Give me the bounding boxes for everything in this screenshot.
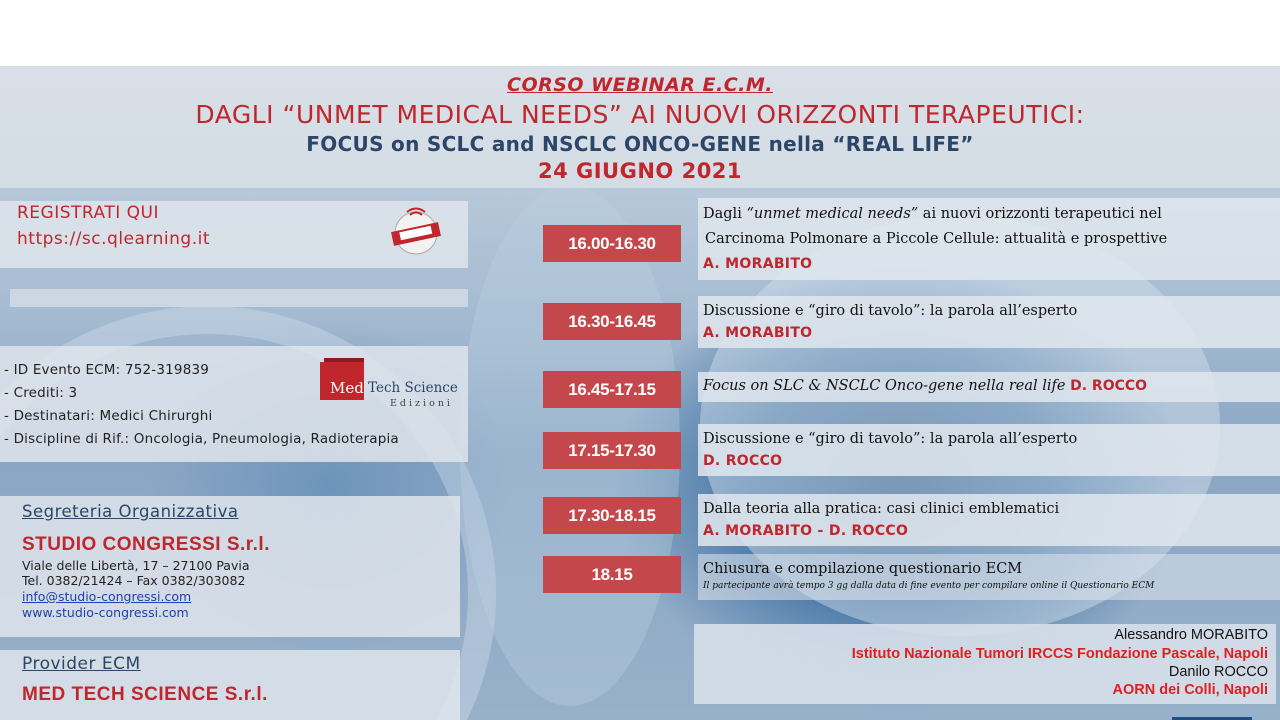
time-slot-2: 16.30-16.45 <box>543 303 681 340</box>
session-5 <box>698 494 1280 546</box>
info-disciplines: - Discipline di Rif.: Oncologia, Pneumologia, Radioterapia <box>4 431 399 447</box>
faculty-speaker-2: Danilo ROCCO <box>1168 664 1268 680</box>
session-6-note: Il partecipante avrà tempo 3 gg dalla data di fine evento per compilare online il Questionario ECM <box>703 581 1155 591</box>
time-slot-6: 18.15 <box>543 556 681 593</box>
header <box>0 66 1280 188</box>
time-slot-4: 17.15-17.30 <box>543 432 681 469</box>
faculty-speaker-1: Alessandro MORABITO <box>1114 627 1268 643</box>
session-1-title-line1 <box>703 206 1162 222</box>
info-event-id: - ID Evento ECM: 752-319839 <box>4 362 210 378</box>
session-4-speaker: D. ROCCO <box>703 453 783 469</box>
info-credits: - Crediti: 3 <box>4 385 78 401</box>
session-1-speaker: A. MORABITO <box>703 256 813 272</box>
session-5-title: Dalla teoria alla pratica: casi clinici emblematici <box>703 501 1060 517</box>
session-3 <box>698 372 1280 402</box>
logo-edizioni: Edizioni <box>390 398 453 409</box>
time-slot-1: 16.00-16.30 <box>543 225 681 262</box>
registration-link[interactable]: https://sc.qlearning.it <box>17 229 210 249</box>
logo-word-med: Med <box>330 379 364 397</box>
session-2-title: Discussione e “giro di tavolo”: la parola all’esperto <box>703 303 1078 319</box>
secretariat-phone: Tel. 0382/21424 – Fax 0382/303082 <box>22 573 246 588</box>
session-6-title: Chiusura e compilazione questionario ECM <box>703 561 1023 577</box>
secretariat-website-link[interactable]: www.studio-congressi.com <box>22 605 189 620</box>
time-slot-3: 16.45-17.15 <box>543 371 681 408</box>
provider-title: Provider ECM <box>22 654 141 674</box>
session-1-text-italic: “unmet medical needs” <box>746 206 919 222</box>
session-1 <box>698 198 1280 280</box>
session-4-title: Discussione e “giro di tavolo”: la parola all’esperto <box>703 431 1078 447</box>
faculty-panel <box>694 624 1276 704</box>
logo-word-tech-science: Tech Science <box>368 380 458 396</box>
secretariat-name: STUDIO CONGRESSI S.r.l. <box>22 534 270 555</box>
session-4 <box>698 424 1280 476</box>
info-audience: - Destinatari: Medici Chirurghi <box>4 408 213 424</box>
session-1-text-a: Dagli <box>703 206 747 222</box>
time-slot-5: 17.30-18.15 <box>543 497 681 534</box>
session-3-text-real-life: real life <box>1008 378 1066 394</box>
session-2 <box>698 296 1280 348</box>
secretariat-address: Viale delle Libertà, 17 – 27100 Pavia <box>22 558 250 573</box>
event-banner <box>0 66 1280 720</box>
session-2-speaker: A. MORABITO <box>703 325 813 341</box>
session-3-title <box>703 378 1147 394</box>
qlearning-logo-icon <box>386 207 446 259</box>
faculty-institution-1: Istituto Nazionale Tumori IRCCS Fondazione Pascale, Napoli <box>851 646 1268 662</box>
session-1-title-line2: Carcinoma Polmonare a Piccole Cellule: attualità e prospettive <box>705 231 1168 247</box>
med-tech-science-logo <box>320 352 462 414</box>
provider-name: MED TECH SCIENCE S.r.l. <box>22 684 268 705</box>
registration-label: REGISTRATI QUI <box>17 203 159 223</box>
event-date: 24 GIUGNO 2021 <box>537 159 743 183</box>
registration-panel <box>0 201 468 268</box>
provider-panel <box>0 650 460 720</box>
secretariat-panel <box>0 496 460 637</box>
event-subtitle: FOCUS on SCLC and NSCLC ONCO-GENE nella “REAL LIFE” <box>306 132 974 156</box>
session-3-speaker: D. ROCCO <box>1070 378 1148 394</box>
session-6 <box>698 554 1280 600</box>
session-3-text: Focus on SLC & NSCLC Onco-gene nella <box>703 378 1009 394</box>
blank-bar <box>10 289 468 307</box>
secretariat-email-link[interactable]: info@studio-congressi.com <box>22 589 192 604</box>
secretariat-title: Segreteria Organizzativa <box>22 502 239 521</box>
faculty-institution-2: AORN dei Colli, Napoli <box>1112 682 1268 698</box>
session-5-speaker: A. MORABITO - D. ROCCO <box>703 523 909 539</box>
course-label: CORSO WEBINAR E.C.M. <box>507 74 773 96</box>
ecm-info-panel <box>0 346 468 462</box>
session-1-text-rest: ai nuovi orizzonti terapeutici nel <box>918 206 1162 222</box>
event-title: DAGLI “UNMET MEDICAL NEEDS” AI NUOVI ORIZZONTI TERAPEUTICI: <box>195 100 1085 129</box>
